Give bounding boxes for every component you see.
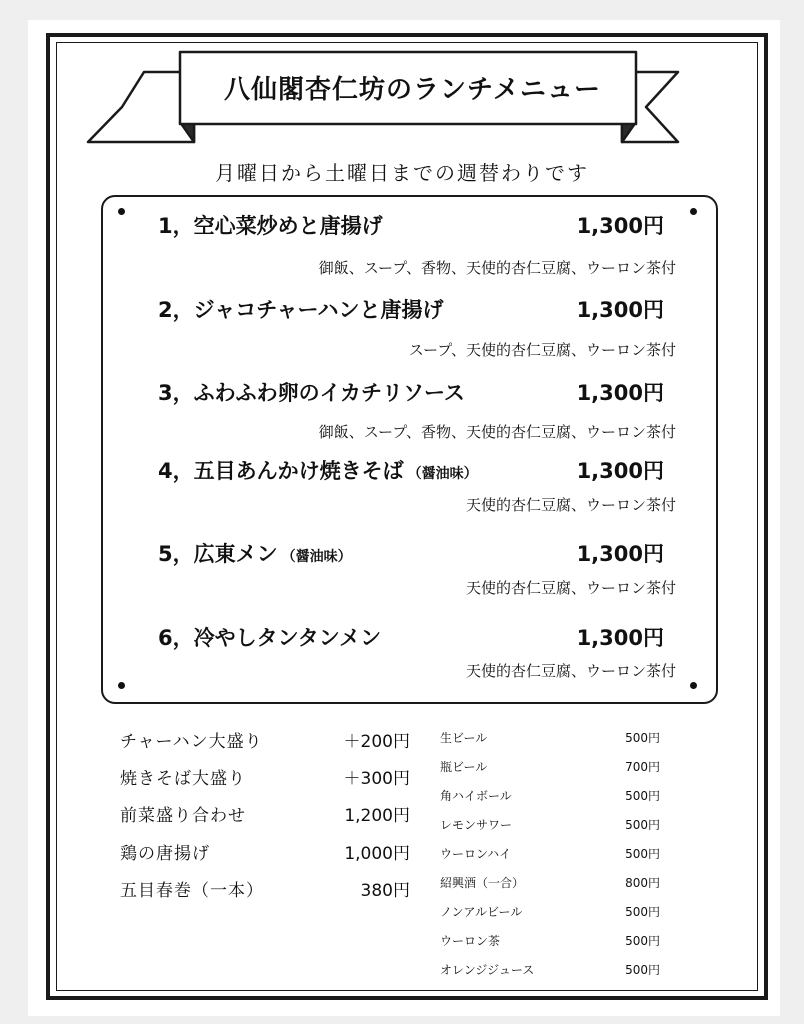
page-title: 八仙閣杏仁坊のランチメニュー bbox=[224, 74, 601, 105]
drink-item-price: 500円 bbox=[625, 934, 660, 948]
drink-item-name: 角ハイボール bbox=[440, 789, 512, 803]
extra-item-price: ＋200円 bbox=[343, 732, 410, 752]
lunch-item-desc: 御飯、スープ、香物、天使的杏仁豆腐、ウーロン茶付 bbox=[318, 423, 676, 441]
extra-item-price: 1,200円 bbox=[344, 806, 410, 826]
extra-item-name: 鶏の唐揚げ bbox=[120, 844, 210, 864]
lunch-item-name bbox=[158, 210, 387, 240]
lunch-item-price: 1,300円 bbox=[576, 626, 664, 650]
lunch-item-desc: スープ、天使的杏仁豆腐、ウーロン茶付 bbox=[408, 341, 676, 359]
extra-item-price: ＋300円 bbox=[343, 769, 410, 789]
lunch-item-desc: 御飯、スープ、香物、天使的杏仁豆腐、ウーロン茶付 bbox=[318, 259, 676, 277]
extra-item-price: 1,000円 bbox=[344, 844, 410, 864]
lunch-item-desc: 天使的杏仁豆腐、ウーロン茶付 bbox=[465, 662, 676, 680]
page-subtitle: 月曜日から土曜日までの週替わりです bbox=[215, 161, 589, 185]
lunch-item-desc: 天使的杏仁豆腐、ウーロン茶付 bbox=[465, 496, 676, 514]
extra-item-name: チャーハン大盛り bbox=[120, 732, 263, 752]
drink-item-price: 500円 bbox=[625, 731, 660, 745]
lunch-item-name-text: 5，広東メン bbox=[158, 542, 278, 566]
lunch-item-price: 1,300円 bbox=[576, 214, 664, 238]
drink-item-price: 500円 bbox=[625, 847, 660, 861]
lunch-item-price: 1,300円 bbox=[576, 381, 664, 405]
drink-item-price: 800円 bbox=[625, 876, 660, 890]
lunch-item-desc: 天使的杏仁豆腐、ウーロン茶付 bbox=[465, 579, 676, 597]
lunch-item-name bbox=[158, 294, 448, 324]
corner-dot-icon bbox=[118, 682, 125, 689]
extra-item-name: 五目春巻（一本） bbox=[120, 881, 264, 901]
lunch-item-note: （醤油味） bbox=[407, 466, 478, 482]
lunch-item-note: （醤油味） bbox=[281, 549, 352, 565]
drink-item-price: 500円 bbox=[625, 789, 660, 803]
extra-item-price: 380円 bbox=[360, 881, 410, 901]
drink-item-name: ウーロンハイ bbox=[440, 847, 512, 861]
lunch-item-name-text: 2，ジャコチャーハンと唐揚げ bbox=[158, 298, 444, 322]
lunch-item-price: 1,300円 bbox=[576, 298, 664, 322]
lunch-item-name-text: 6，冷やしタンタンメン bbox=[158, 626, 382, 650]
drink-item-price: 500円 bbox=[625, 963, 660, 977]
drink-item-name: オレンジジュース bbox=[440, 963, 535, 977]
corner-dot-icon bbox=[690, 208, 697, 215]
extra-item-name: 前菜盛り合わせ bbox=[120, 806, 246, 826]
lunch-item-price: 1,300円 bbox=[576, 459, 664, 483]
drink-item-price: 500円 bbox=[625, 905, 660, 919]
lunch-item-name bbox=[158, 377, 469, 407]
lunch-item-name-text: 4，五目あんかけ焼きそば bbox=[158, 459, 404, 483]
drink-item-price: 700円 bbox=[625, 760, 660, 774]
corner-dot-icon bbox=[690, 682, 697, 689]
drink-item-name: 紹興酒（一合） bbox=[440, 876, 525, 890]
lunch-item-name-text: 3，ふわふわ卵のイカチリソース bbox=[158, 381, 465, 405]
lunch-item-name bbox=[158, 538, 352, 568]
extra-item-name: 焼きそば大盛り bbox=[120, 769, 246, 789]
drink-item-name: 瓶ビール bbox=[440, 760, 488, 774]
drink-item-name: レモンサワー bbox=[440, 818, 513, 832]
lunch-item-price: 1,300円 bbox=[576, 542, 664, 566]
drink-item-name: ノンアルビール bbox=[440, 905, 523, 919]
lunch-item-name bbox=[158, 622, 385, 652]
corner-dot-icon bbox=[118, 208, 125, 215]
lunch-item-name bbox=[158, 455, 478, 485]
drink-item-price: 500円 bbox=[625, 818, 660, 832]
lunch-item-name-text: 1，空心菜炒めと唐揚げ bbox=[158, 214, 383, 238]
drink-item-name: ウーロン茶 bbox=[440, 934, 501, 948]
drink-item-name: 生ビール bbox=[440, 731, 488, 745]
